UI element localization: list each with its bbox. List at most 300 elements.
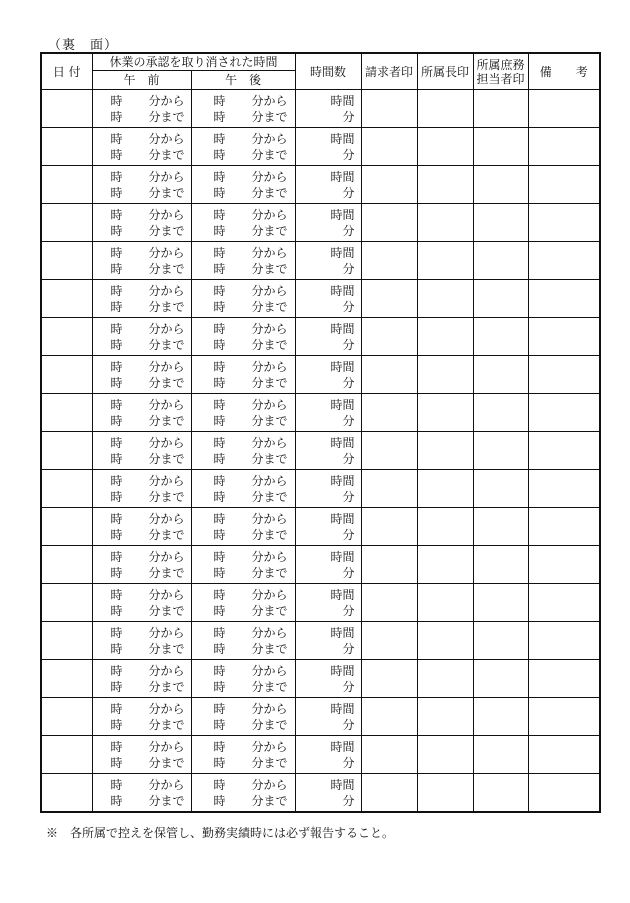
dept-head-seal-cell[interactable] <box>417 622 473 660</box>
clerk-seal-cell[interactable] <box>473 318 528 356</box>
minute-to-label: 分まで <box>148 451 185 466</box>
minute-from-label: 分から <box>251 663 288 678</box>
date-cell[interactable] <box>41 660 92 698</box>
hours-unit-label: 時間 <box>330 511 355 526</box>
pm-time-cell[interactable] <box>191 698 295 736</box>
date-cell[interactable] <box>41 166 92 204</box>
minute-from-label: 分から <box>148 625 185 640</box>
am-time-cell[interactable] <box>92 90 191 128</box>
pm-time-cell[interactable] <box>191 394 295 432</box>
table-row <box>41 584 600 622</box>
requester-seal-cell[interactable] <box>361 394 417 432</box>
hour-label: 時 <box>110 207 123 222</box>
date-cell[interactable] <box>41 280 92 318</box>
minute-to-label: 分まで <box>251 375 288 390</box>
header-clerk-seal: 所属庶務 担当者印 <box>473 53 528 90</box>
pm-time-cell[interactable] <box>191 204 295 242</box>
minute-to-label: 分まで <box>251 679 288 694</box>
hour-label: 時 <box>110 375 123 390</box>
remarks-cell[interactable] <box>528 584 600 622</box>
requester-seal-cell[interactable] <box>361 242 417 280</box>
remarks-cell[interactable] <box>528 470 600 508</box>
pm-time-cell[interactable] <box>191 90 295 128</box>
hour-label: 時 <box>213 739 226 754</box>
clerk-seal-cell[interactable] <box>473 622 528 660</box>
hours-unit-label: 時間 <box>330 549 355 564</box>
dept-head-seal-cell[interactable] <box>417 698 473 736</box>
hour-label: 時 <box>213 603 226 618</box>
minute-from-label: 分から <box>251 93 288 108</box>
clerk-seal-cell[interactable] <box>473 128 528 166</box>
minute-from-label: 分から <box>251 511 288 526</box>
date-cell[interactable] <box>41 394 92 432</box>
leave-cancellation-table <box>40 52 601 813</box>
hours-count-cell[interactable] <box>295 508 361 546</box>
hour-label: 時 <box>110 625 123 640</box>
am-time-cell[interactable] <box>92 508 191 546</box>
hour-label: 時 <box>110 435 123 450</box>
table-row <box>41 204 600 242</box>
hours-count-cell[interactable] <box>295 432 361 470</box>
dept-head-seal-cell[interactable] <box>417 242 473 280</box>
hours-unit-label: 時間 <box>330 321 355 336</box>
minute-from-label: 分から <box>251 359 288 374</box>
pm-time-cell[interactable] <box>191 774 295 813</box>
hour-label: 時 <box>110 587 123 602</box>
hour-label: 時 <box>213 93 226 108</box>
hour-label: 時 <box>110 717 123 732</box>
hours-unit-label: 時間 <box>330 131 355 146</box>
table-row <box>41 622 600 660</box>
minutes-unit-label: 分 <box>342 337 355 352</box>
clerk-seal-cell[interactable] <box>473 660 528 698</box>
date-cell[interactable] <box>41 318 92 356</box>
hours-count-cell[interactable] <box>295 470 361 508</box>
table-row <box>41 242 600 280</box>
hour-label: 時 <box>110 245 123 260</box>
minutes-unit-label: 分 <box>342 109 355 124</box>
hours-count-cell[interactable] <box>295 698 361 736</box>
clerk-seal-cell[interactable] <box>473 356 528 394</box>
hour-label: 時 <box>110 473 123 488</box>
section-label: （裏 面） <box>48 38 119 53</box>
minute-to-label: 分まで <box>251 755 288 770</box>
pm-time-cell[interactable] <box>191 166 295 204</box>
requester-seal-cell[interactable] <box>361 166 417 204</box>
hour-label: 時 <box>213 207 226 222</box>
hours-count-cell[interactable] <box>295 242 361 280</box>
remarks-cell[interactable] <box>528 166 600 204</box>
minute-to-label: 分まで <box>251 603 288 618</box>
hours-count-cell[interactable] <box>295 318 361 356</box>
requester-seal-cell[interactable] <box>361 204 417 242</box>
pm-time-cell[interactable] <box>191 660 295 698</box>
table-row <box>41 736 600 774</box>
minute-to-label: 分まで <box>148 717 185 732</box>
minutes-unit-label: 分 <box>342 755 355 770</box>
hour-label: 時 <box>213 527 226 542</box>
hours-unit-label: 時間 <box>330 283 355 298</box>
minute-to-label: 分まで <box>251 147 288 162</box>
hour-label: 時 <box>110 93 123 108</box>
minute-to-label: 分まで <box>251 299 288 314</box>
hour-label: 時 <box>110 511 123 526</box>
minute-from-label: 分から <box>251 169 288 184</box>
hour-label: 時 <box>110 755 123 770</box>
hour-label: 時 <box>110 169 123 184</box>
hour-label: 時 <box>213 131 226 146</box>
hour-label: 時 <box>213 283 226 298</box>
remarks-cell[interactable] <box>528 660 600 698</box>
date-cell[interactable] <box>41 242 92 280</box>
hour-label: 時 <box>213 755 226 770</box>
clerk-seal-cell[interactable] <box>473 584 528 622</box>
remarks-cell[interactable] <box>528 394 600 432</box>
minute-from-label: 分から <box>251 397 288 412</box>
date-cell[interactable] <box>41 204 92 242</box>
minute-from-label: 分から <box>148 245 185 260</box>
am-time-cell[interactable] <box>92 736 191 774</box>
minute-from-label: 分から <box>148 663 185 678</box>
date-cell[interactable] <box>41 546 92 584</box>
hours-count-cell[interactable] <box>295 394 361 432</box>
hour-label: 時 <box>213 625 226 640</box>
am-time-cell[interactable] <box>92 622 191 660</box>
am-time-cell[interactable] <box>92 660 191 698</box>
hours-count-cell[interactable] <box>295 584 361 622</box>
hours-count-cell[interactable] <box>295 90 361 128</box>
table-row <box>41 432 600 470</box>
dept-head-seal-cell[interactable] <box>417 736 473 774</box>
table-row <box>41 698 600 736</box>
table-row <box>41 546 600 584</box>
header-remarks: 備 考 <box>528 53 600 90</box>
hour-label: 時 <box>213 261 226 276</box>
minutes-unit-label: 分 <box>342 299 355 314</box>
requester-seal-cell[interactable] <box>361 470 417 508</box>
hours-unit-label: 時間 <box>330 169 355 184</box>
hour-label: 時 <box>110 679 123 694</box>
minute-from-label: 分から <box>148 777 185 792</box>
minute-to-label: 分まで <box>251 489 288 504</box>
hour-label: 時 <box>213 223 226 238</box>
header-hours-count: 時間数 <box>295 53 361 90</box>
hours-count-cell[interactable] <box>295 546 361 584</box>
am-time-cell[interactable] <box>92 356 191 394</box>
table-row <box>41 90 600 128</box>
am-time-cell[interactable] <box>92 204 191 242</box>
minute-from-label: 分から <box>148 549 185 564</box>
minute-from-label: 分から <box>148 321 185 336</box>
hour-label: 時 <box>213 147 226 162</box>
pm-time-cell[interactable] <box>191 242 295 280</box>
minute-from-label: 分から <box>148 473 185 488</box>
minute-from-label: 分から <box>251 549 288 564</box>
dept-head-seal-cell[interactable] <box>417 318 473 356</box>
minutes-unit-label: 分 <box>342 565 355 580</box>
hour-label: 時 <box>110 283 123 298</box>
dept-head-seal-cell[interactable] <box>417 356 473 394</box>
clerk-seal-cell[interactable] <box>473 166 528 204</box>
pm-time-cell[interactable] <box>191 508 295 546</box>
minute-to-label: 分まで <box>148 565 185 580</box>
minutes-unit-label: 分 <box>342 679 355 694</box>
hours-count-cell[interactable] <box>295 774 361 813</box>
clerk-seal-cell[interactable] <box>473 394 528 432</box>
clerk-seal-cell[interactable] <box>473 698 528 736</box>
minute-from-label: 分から <box>148 511 185 526</box>
requester-seal-cell[interactable] <box>361 698 417 736</box>
clerk-seal-cell[interactable] <box>473 90 528 128</box>
date-cell[interactable] <box>41 508 92 546</box>
pm-time-cell[interactable] <box>191 280 295 318</box>
date-cell[interactable] <box>41 432 92 470</box>
table-row <box>41 128 600 166</box>
hour-label: 時 <box>213 565 226 580</box>
requester-seal-cell[interactable] <box>361 508 417 546</box>
hours-unit-label: 時間 <box>330 473 355 488</box>
dept-head-seal-cell[interactable] <box>417 660 473 698</box>
pm-time-cell[interactable] <box>191 622 295 660</box>
remarks-cell[interactable] <box>528 128 600 166</box>
pm-time-cell[interactable] <box>191 356 295 394</box>
header-cancelled-time: 休業の承認を取り消された時間 <box>92 53 295 71</box>
minute-from-label: 分から <box>148 359 185 374</box>
minute-from-label: 分から <box>251 321 288 336</box>
dept-head-seal-cell[interactable] <box>417 394 473 432</box>
table-row <box>41 774 600 813</box>
dept-head-seal-cell[interactable] <box>417 432 473 470</box>
hour-label: 時 <box>213 717 226 732</box>
minutes-unit-label: 分 <box>342 413 355 428</box>
am-time-cell[interactable] <box>92 584 191 622</box>
remarks-cell[interactable] <box>528 622 600 660</box>
hours-unit-label: 時間 <box>330 435 355 450</box>
date-cell[interactable] <box>41 736 92 774</box>
am-time-cell[interactable] <box>92 470 191 508</box>
requester-seal-cell[interactable] <box>361 546 417 584</box>
minute-to-label: 分まで <box>148 603 185 618</box>
hours-count-cell[interactable] <box>295 736 361 774</box>
requester-seal-cell[interactable] <box>361 660 417 698</box>
am-time-cell[interactable] <box>92 280 191 318</box>
dept-head-seal-cell[interactable] <box>417 470 473 508</box>
requester-seal-cell[interactable] <box>361 128 417 166</box>
minute-from-label: 分から <box>148 739 185 754</box>
remarks-cell[interactable] <box>528 432 600 470</box>
am-time-cell[interactable] <box>92 432 191 470</box>
minute-from-label: 分から <box>148 93 185 108</box>
dept-head-seal-cell[interactable] <box>417 128 473 166</box>
hour-label: 時 <box>110 337 123 352</box>
minute-to-label: 分まで <box>251 717 288 732</box>
minute-to-label: 分まで <box>251 451 288 466</box>
minutes-unit-label: 分 <box>342 717 355 732</box>
remarks-cell[interactable] <box>528 736 600 774</box>
minute-to-label: 分まで <box>251 261 288 276</box>
minute-from-label: 分から <box>148 207 185 222</box>
hour-label: 時 <box>213 777 226 792</box>
hour-label: 時 <box>110 261 123 276</box>
pm-time-cell[interactable] <box>191 470 295 508</box>
date-cell[interactable] <box>41 774 92 813</box>
dept-head-seal-cell[interactable] <box>417 280 473 318</box>
minutes-unit-label: 分 <box>342 147 355 162</box>
dept-head-seal-cell[interactable] <box>417 546 473 584</box>
hour-label: 時 <box>110 565 123 580</box>
minutes-unit-label: 分 <box>342 261 355 276</box>
remarks-cell[interactable] <box>528 698 600 736</box>
hour-label: 時 <box>110 413 123 428</box>
minute-to-label: 分まで <box>148 299 185 314</box>
header-requester-seal: 請求者印 <box>361 53 417 90</box>
dept-head-seal-cell[interactable] <box>417 166 473 204</box>
requester-seal-cell[interactable] <box>361 318 417 356</box>
minute-from-label: 分から <box>251 283 288 298</box>
hour-label: 時 <box>110 793 123 808</box>
minute-from-label: 分から <box>251 739 288 754</box>
table-row <box>41 660 600 698</box>
hour-label: 時 <box>213 663 226 678</box>
hour-label: 時 <box>213 337 226 352</box>
minute-from-label: 分から <box>148 701 185 716</box>
requester-seal-cell[interactable] <box>361 584 417 622</box>
requester-seal-cell[interactable] <box>361 622 417 660</box>
am-time-cell[interactable] <box>92 128 191 166</box>
requester-seal-cell[interactable] <box>361 356 417 394</box>
pm-time-cell[interactable] <box>191 584 295 622</box>
remarks-cell[interactable] <box>528 774 600 813</box>
am-time-cell[interactable] <box>92 318 191 356</box>
minute-to-label: 分まで <box>148 261 185 276</box>
remarks-cell[interactable] <box>528 242 600 280</box>
am-time-cell[interactable] <box>92 546 191 584</box>
remarks-cell[interactable] <box>528 318 600 356</box>
hour-label: 時 <box>213 473 226 488</box>
requester-seal-cell[interactable] <box>361 736 417 774</box>
minute-to-label: 分まで <box>148 755 185 770</box>
hour-label: 時 <box>213 489 226 504</box>
hour-label: 時 <box>110 185 123 200</box>
hour-label: 時 <box>110 147 123 162</box>
date-cell[interactable] <box>41 470 92 508</box>
hour-label: 時 <box>213 511 226 526</box>
hours-count-cell[interactable] <box>295 622 361 660</box>
minute-to-label: 分まで <box>251 527 288 542</box>
hours-count-cell[interactable] <box>295 204 361 242</box>
minute-to-label: 分まで <box>148 679 185 694</box>
am-time-cell[interactable] <box>92 242 191 280</box>
hours-unit-label: 時間 <box>330 625 355 640</box>
clerk-seal-cell[interactable] <box>473 736 528 774</box>
hour-label: 時 <box>213 299 226 314</box>
table-row <box>41 280 600 318</box>
hours-count-cell[interactable] <box>295 280 361 318</box>
hour-label: 時 <box>110 527 123 542</box>
am-time-cell[interactable] <box>92 774 191 813</box>
pm-time-cell[interactable] <box>191 128 295 166</box>
clerk-seal-cell[interactable] <box>473 508 528 546</box>
dept-head-seal-cell[interactable] <box>417 508 473 546</box>
hour-label: 時 <box>213 245 226 260</box>
minutes-unit-label: 分 <box>342 793 355 808</box>
clerk-seal-cell[interactable] <box>473 204 528 242</box>
requester-seal-cell[interactable] <box>361 280 417 318</box>
pm-time-cell[interactable] <box>191 432 295 470</box>
minutes-unit-label: 分 <box>342 185 355 200</box>
clerk-seal-cell[interactable] <box>473 432 528 470</box>
minute-from-label: 分から <box>251 131 288 146</box>
table-row <box>41 508 600 546</box>
hour-label: 時 <box>213 375 226 390</box>
pm-time-cell[interactable] <box>191 318 295 356</box>
hour-label: 時 <box>110 663 123 678</box>
hour-label: 時 <box>213 549 226 564</box>
date-cell[interactable] <box>41 356 92 394</box>
dept-head-seal-cell[interactable] <box>417 90 473 128</box>
date-cell[interactable] <box>41 584 92 622</box>
hour-label: 時 <box>213 185 226 200</box>
am-time-cell[interactable] <box>92 166 191 204</box>
date-cell[interactable] <box>41 128 92 166</box>
dept-head-seal-cell[interactable] <box>417 774 473 813</box>
hour-label: 時 <box>110 131 123 146</box>
date-cell[interactable] <box>41 622 92 660</box>
clerk-seal-cell[interactable] <box>473 280 528 318</box>
remarks-cell[interactable] <box>528 546 600 584</box>
hours-count-cell[interactable] <box>295 660 361 698</box>
pm-time-cell[interactable] <box>191 736 295 774</box>
remarks-cell[interactable] <box>528 356 600 394</box>
hour-label: 時 <box>213 451 226 466</box>
pm-time-cell[interactable] <box>191 546 295 584</box>
table-row <box>41 470 600 508</box>
date-cell[interactable] <box>41 90 92 128</box>
am-time-cell[interactable] <box>92 698 191 736</box>
hour-label: 時 <box>110 641 123 656</box>
requester-seal-cell[interactable] <box>361 90 417 128</box>
am-time-cell[interactable] <box>92 394 191 432</box>
hours-count-cell[interactable] <box>295 128 361 166</box>
hour-label: 時 <box>213 359 226 374</box>
clerk-seal-cell[interactable] <box>473 774 528 813</box>
remarks-cell[interactable] <box>528 280 600 318</box>
dept-head-seal-cell[interactable] <box>417 584 473 622</box>
minute-to-label: 分まで <box>251 223 288 238</box>
clerk-seal-cell[interactable] <box>473 242 528 280</box>
remarks-cell[interactable] <box>528 204 600 242</box>
header-pm: 午 後 <box>191 71 295 90</box>
requester-seal-cell[interactable] <box>361 432 417 470</box>
hour-label: 時 <box>110 549 123 564</box>
header-date: 日 付 <box>41 53 92 90</box>
clerk-seal-cell[interactable] <box>473 470 528 508</box>
date-cell[interactable] <box>41 698 92 736</box>
hour-label: 時 <box>110 603 123 618</box>
hours-count-cell[interactable] <box>295 166 361 204</box>
hours-count-cell[interactable] <box>295 356 361 394</box>
minute-from-label: 分から <box>251 587 288 602</box>
hours-unit-label: 時間 <box>330 207 355 222</box>
dept-head-seal-cell[interactable] <box>417 204 473 242</box>
clerk-seal-cell[interactable] <box>473 546 528 584</box>
remarks-cell[interactable] <box>528 90 600 128</box>
requester-seal-cell[interactable] <box>361 774 417 813</box>
hour-label: 時 <box>213 641 226 656</box>
minute-to-label: 分まで <box>251 641 288 656</box>
minute-to-label: 分まで <box>251 793 288 808</box>
remarks-cell[interactable] <box>528 508 600 546</box>
